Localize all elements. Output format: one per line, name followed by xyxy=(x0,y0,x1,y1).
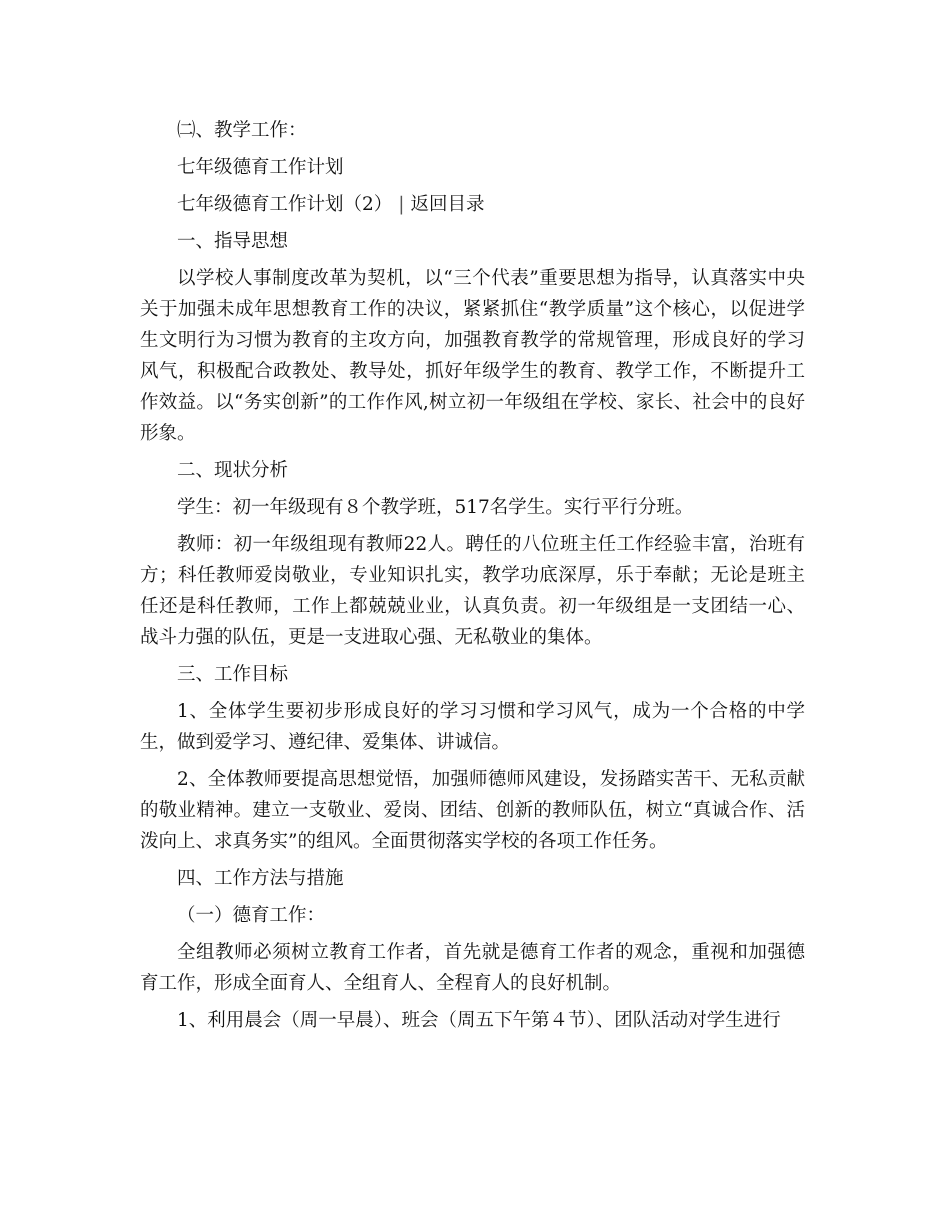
back-to-contents-link[interactable]: 返回目录 xyxy=(410,194,485,215)
paragraph-goal-2: 2、全体教师要提高思想觉悟，加强师德师风建设，发扬踏实苦干、无私贡献的敬业精神。建立一支敬业、爱岗、团结、创新的教师队伍，树立“真诚合作、活泼向上、求真务实”的组风。全面贯彻落实学校的各项工作任务。 xyxy=(140,769,805,852)
document-title: 七年级德育工作计划 xyxy=(177,157,344,178)
subsection-heading-moral-education: （一）德育工作： xyxy=(177,905,326,926)
paragraph-teachers: 教师：初一年级组现有教师22人。聘任的八位班主任工作经验丰富，治班有方；科任教师爱岗敬业，专业知识扎实，教学功底深厚，乐于奉献；无论是班主任还是科任教师，工作上都兢兢业业，认真负责。初一年级组是一支团结一心、战斗力强的队伍，更是一支进取心强、无私敬业的集体。 xyxy=(140,534,805,648)
document-body xyxy=(140,115,805,1042)
nav-separator: | xyxy=(398,194,405,215)
paragraph-students: 学生：初一年级现有８个教学班，517名学生。实行平行分班。 xyxy=(177,497,694,518)
navigation-line xyxy=(140,189,805,226)
section-heading-status-analysis: 二、现状分析 xyxy=(177,460,289,481)
section-heading-guiding-ideology: 一、指导思想 xyxy=(177,231,289,252)
paragraph-moral-education: 全组教师必须树立教育工作者，首先就是德育工作者的观念，重视和加强德育工作，形成全面育人、全组育人、全程育人的良好机制。 xyxy=(140,942,805,994)
paragraph-measure-1: 1、利用晨会（周一早晨）、班会（周五下午第４节）、团队活动对学生进行 xyxy=(177,1010,781,1031)
paragraph-guiding-ideology: 以学校人事制度改革为契机，以“三个代表”重要思想为指导，认真落实中央关于加强未成年思想教育工作的决议，紧紧抓住“教学质量”这个核心，以促进学生文明行为习惯为教育的主攻方向，加强教育教学的常规管理，形成良好的学习风气，积极配合政教处、教导处，抓好年级学生的教育、教学工作，不断提升工作效益。以“务实创新”的工作作风,树立初一年级组在学校、家长、社会中的良好形象。 xyxy=(140,268,805,444)
section-heading-teaching-work: ㈡、教学工作： xyxy=(177,120,307,141)
paragraph-goal-1: 1、全体学生要初步形成良好的学习习惯和学习风气，成为一个合格的中学生，做到爱学习、遵纪律、爱集体、讲诚信。 xyxy=(140,701,805,753)
nav-title: 七年级德育工作计划（2） xyxy=(177,194,393,215)
section-heading-methods: 四、工作方法与措施 xyxy=(177,868,344,889)
section-heading-work-goals: 三、工作目标 xyxy=(177,664,289,685)
